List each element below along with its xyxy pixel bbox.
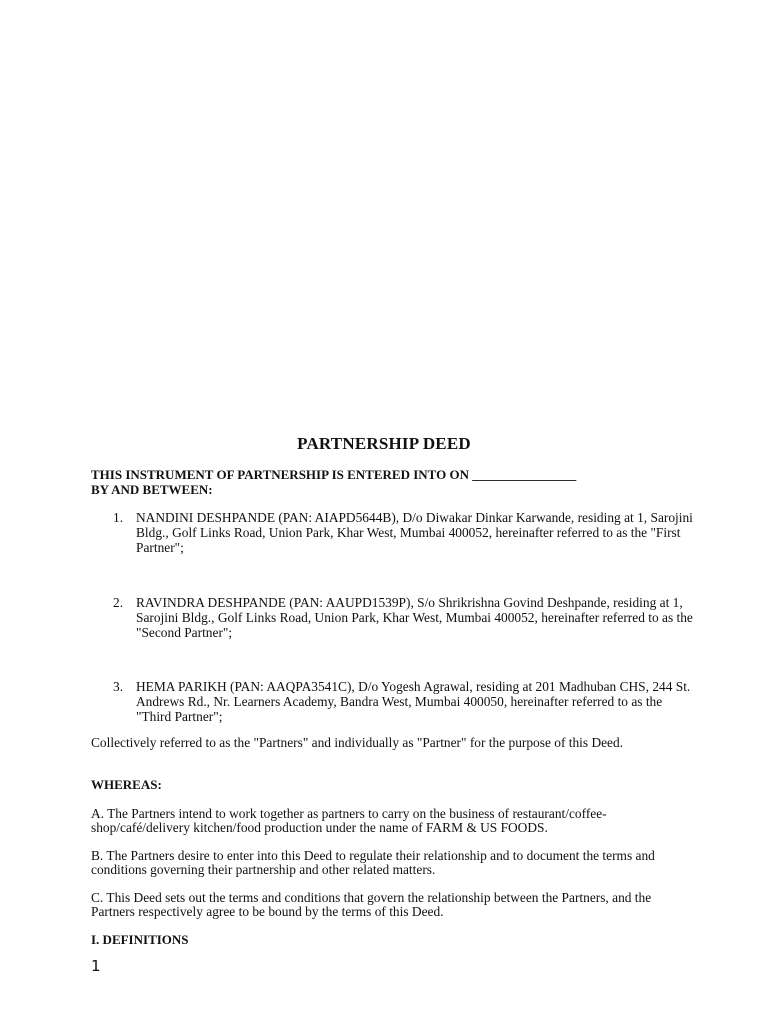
party-item-second-partner (113, 595, 693, 640)
party-item-third-partner (113, 679, 693, 724)
party-text: NANDINI DESHPANDE (PAN: AIAPD5644B), D/o Diwakar Dinkar Karwande, residing at 1, Sarojini Bldg., Golf Links Road, Union Park, Khar West, Mumbai 400052, hereinafter referred to as the "First Partner"; (136, 510, 693, 555)
document-title: PARTNERSHIP DEED (297, 434, 471, 453)
recital-c-paragraph: C. This Deed sets out the terms and conditions that govern the relationship between the Partners, and the Partners respectively agree to be bound by the terms of this Deed. (91, 890, 652, 919)
page-number: 1 (91, 957, 101, 975)
intro-statement (91, 467, 691, 497)
recital-b-paragraph: B. The Partners desire to enter into this Deed to regulate their relationship and to document the terms and conditions governing their partnership and other related matters. (91, 848, 655, 877)
recital-a-paragraph: A. The Partners intend to work together as partners to carry on the business of restaurant/coffee-shop/café/delivery kitchen/food production under the name of FARM & US FOODS. (91, 806, 607, 835)
party-number: 1. (113, 510, 124, 525)
party-text: RAVINDRA DESHPANDE (PAN: AAUPD1539P), S/o Shrikrishna Govind Deshpande, residing at 1, Sarojini Bldg., Golf Links Road, Union Park, Khar West, Mumbai 400052, hereinafter referred to as the "Second Partner"; (136, 595, 693, 640)
party-number: 2. (113, 595, 124, 610)
collective-reference-paragraph: Collectively referred to as the "Partners" and individually as "Partner" for the purpose of this Deed. (91, 735, 624, 750)
whereas-heading: WHEREAS: (91, 777, 162, 792)
definitions-heading: I. DEFINITIONS (91, 932, 189, 947)
party-number: 3. (113, 679, 124, 694)
intro-line-2: BY AND BETWEEN: (91, 482, 213, 497)
intro-line-1: THIS INSTRUMENT OF PARTNERSHIP IS ENTERED INTO ON ________________ (91, 467, 577, 482)
party-item-first-partner (113, 510, 693, 555)
party-text: HEMA PARIKH (PAN: AAQPA3541C), D/o Yogesh Agrawal, residing at 201 Madhuban CHS, 244 St. Andrews Rd., Nr. Learners Academy, Bandra West, Mumbai 400050, hereinafter referred to as the "Third Partner"; (136, 679, 691, 724)
